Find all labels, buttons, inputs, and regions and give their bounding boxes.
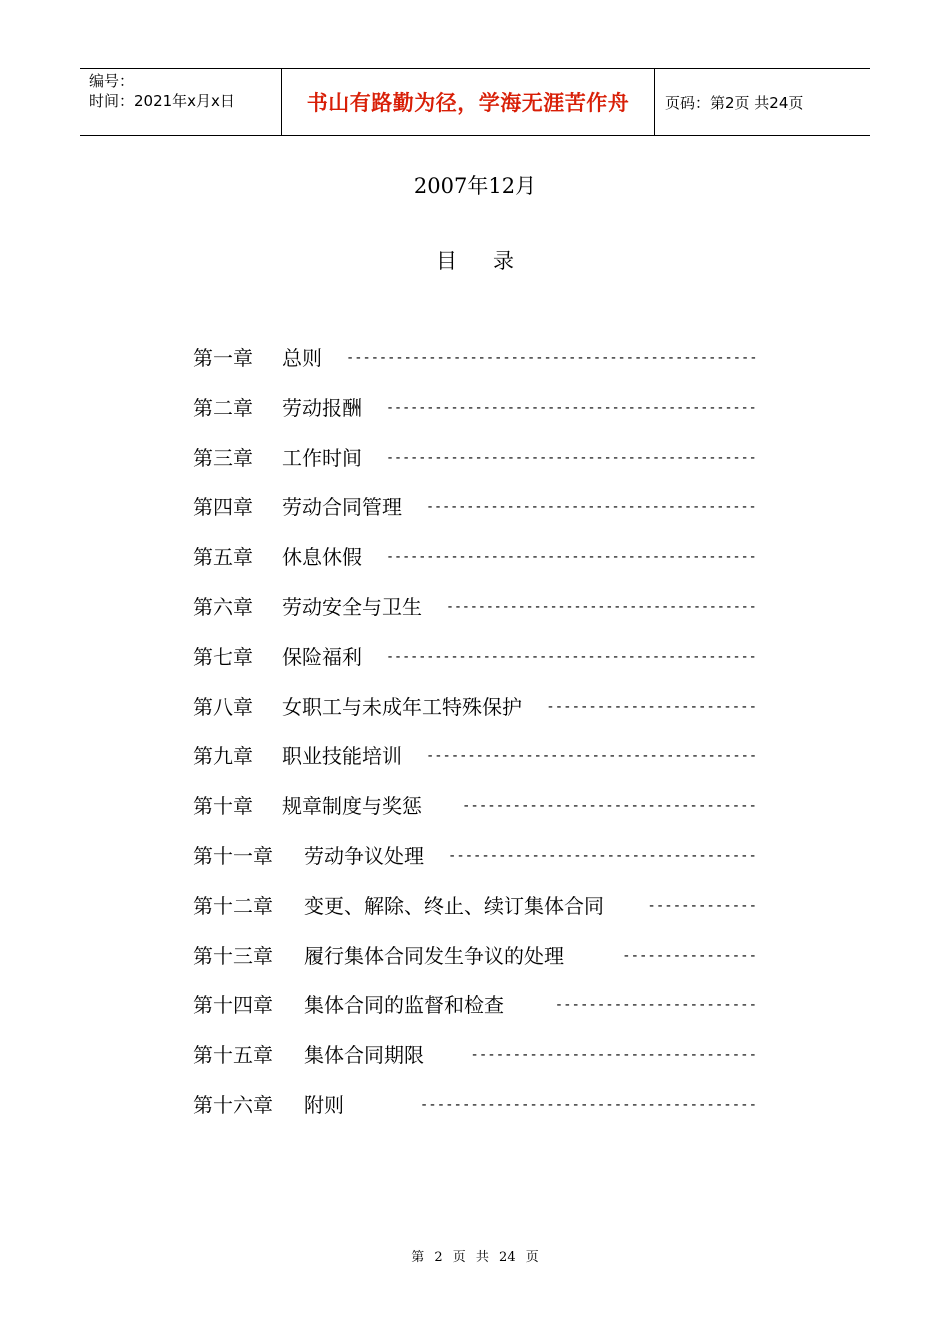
toc-chapter-title: 女职工与未成年工特殊保护: [282, 694, 522, 719]
toc-chapter-title: 劳动合同管理: [282, 495, 402, 520]
toc-entry: [0, 985, 950, 1025]
toc-entry: [0, 936, 950, 976]
toc-chapter-number: 第五章: [193, 545, 253, 570]
toc-chapter-title: 集体合同的监督和检查: [304, 993, 504, 1018]
toc-chapter-number: 第十章: [193, 794, 253, 819]
toc-leader-dots: -------------: [647, 897, 757, 914]
page-header: [80, 68, 870, 136]
toc-chapter-number: 第一章: [193, 346, 253, 370]
header-motto: 书山有路勤为径，学海无涯苦作舟: [306, 91, 630, 115]
toc-entry: [0, 736, 950, 776]
toc-entry: [0, 1085, 950, 1125]
toc-entry: [0, 637, 950, 677]
header-meta-cell: [80, 69, 282, 135]
toc-chapter-title: 劳动争议处理: [304, 844, 424, 868]
toc-entry: [0, 1035, 950, 1075]
toc-chapter-number: 第二章: [193, 395, 253, 420]
toc-entry: [0, 537, 950, 577]
toc-chapter-number: 第四章: [193, 495, 253, 520]
toc-leader-dots: ----------------------------------------------: [386, 449, 757, 466]
header-motto-cell: [282, 69, 655, 135]
toc-chapter-number: 第九章: [193, 744, 253, 769]
toc-entry: [0, 487, 950, 527]
toc-leader-dots: -----------------------------------: [461, 798, 757, 815]
toc-chapter-title: 保险福利: [282, 644, 362, 669]
toc-chapter-title: 职业技能培训: [282, 744, 402, 769]
toc-chapter-number: 第十五章: [193, 1043, 273, 1068]
toc-leader-dots: ----------------------------------------------: [386, 648, 757, 665]
page-footer: 第 2 页 共 24 页: [411, 1250, 539, 1265]
toc-heading: 目录: [436, 249, 550, 273]
document-time-label: 时间：2021年x月x日: [89, 92, 235, 110]
toc-chapter-title: 工作时间: [282, 445, 362, 470]
toc-chapter-title: 休息休假: [282, 545, 362, 570]
toc-chapter-number: 第十二章: [193, 893, 273, 918]
toc-leader-dots: ------------------------: [554, 997, 757, 1014]
toc-entry: [0, 438, 950, 478]
toc-chapter-number: 第十三章: [193, 943, 273, 968]
toc-entry: [0, 587, 950, 627]
toc-leader-dots: ----------------------------------------: [419, 1097, 757, 1113]
toc-entry: [0, 836, 950, 876]
toc-leader-dots: ----------------------------------------------: [386, 549, 757, 566]
toc-chapter-title: 总则: [282, 346, 322, 370]
toc-leader-dots: ---------------------------------------: [446, 599, 757, 615]
header-page-info-cell: [655, 69, 870, 135]
toc-chapter-number: 第八章: [193, 694, 253, 719]
toc-chapter-title: 集体合同期限: [304, 1043, 424, 1068]
toc-chapter-number: 第十一章: [193, 844, 273, 868]
toc-entry: [0, 886, 950, 926]
toc-entry: [0, 786, 950, 826]
document-date: 2007年12月: [413, 174, 537, 198]
header-page-info: 页码：第2页 共24页: [665, 93, 804, 112]
toc-chapter-number: 第六章: [193, 595, 253, 619]
toc-chapter-number: 第七章: [193, 644, 253, 669]
toc-leader-dots: ----------------: [622, 947, 757, 964]
toc-chapter-title: 履行集体合同发生争议的处理: [304, 943, 564, 968]
toc-entry: [0, 338, 950, 378]
toc-leader-dots: ----------------------------------------------: [386, 399, 757, 416]
toc-chapter-number: 第三章: [193, 445, 253, 470]
toc-chapter-number: 第十四章: [193, 993, 273, 1018]
toc-leader-dots: -------------------------------------: [448, 848, 757, 864]
toc-leader-dots: -------------------------: [546, 698, 757, 715]
toc-entry: [0, 687, 950, 727]
toc-chapter-number: 第十六章: [193, 1093, 273, 1117]
toc-entry: [0, 388, 950, 428]
toc-leader-dots: ----------------------------------: [470, 1047, 757, 1064]
toc-leader-dots: ----------------------------------------: [425, 748, 757, 765]
toc-chapter-title: 附则: [304, 1093, 344, 1117]
toc-chapter-title: 劳动安全与卫生: [282, 595, 422, 619]
toc-chapter-title: 变更、解除、终止、续订集体合同: [304, 893, 604, 918]
toc-leader-dots: --------------------------------------------------: [345, 350, 757, 366]
toc-leader-dots: -----------------------------------------: [426, 499, 757, 516]
toc-chapter-title: 劳动报酬: [282, 395, 362, 420]
document-number-label: 编号：: [89, 72, 135, 90]
toc-chapter-title: 规章制度与奖惩: [282, 794, 422, 819]
table-of-contents: [0, 338, 950, 1138]
